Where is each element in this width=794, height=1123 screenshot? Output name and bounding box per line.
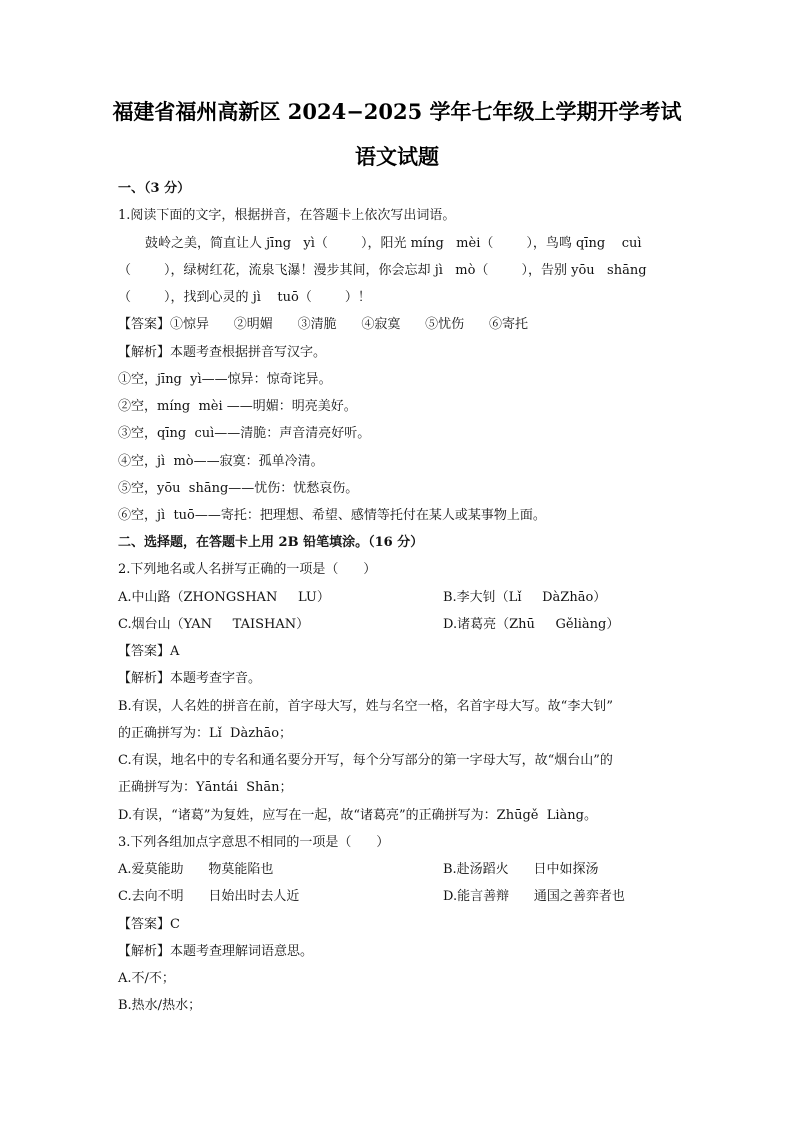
analysis-line: 【解析】本题考查字音。 <box>118 671 262 686</box>
analysis-line: ⑤空，yōu shāng——忧伤：忧愁哀伤。 <box>118 481 359 496</box>
passage-line: （ ），找到心灵的 jì tuō（ ）！ <box>118 290 371 305</box>
passage-line: （ ），绿树红花，流泉飞瀑！漫步其间，你会忘却 jì mò（ ），告别 yōu shāng <box>118 263 647 278</box>
analysis-line: ④空，jì mò——寂寞：孤单冷清。 <box>118 454 324 469</box>
document-subtitle: 语文试题 <box>355 144 439 169</box>
section-heading: 一、（3 分） <box>118 181 191 196</box>
analysis-line: ③空，qīng cuì——清脆：声音清亮好听。 <box>118 426 371 441</box>
answer-line: 【答案】①惊异 ②明媚 ③清脆 ④寂寞 ⑤忧伤 ⑥寄托 <box>118 317 528 332</box>
analysis-line: C.有误，地名中的专名和通名要分开写，每个分写部分的第一字母大写，故“烟台山”的 <box>118 753 613 768</box>
question-stem: 3.下列各组加点字意思不相同的一项是（ ） <box>118 835 390 850</box>
question-stem: 1.阅读下面的文字，根据拼音，在答题卡上依次写出词语。 <box>118 208 456 223</box>
option-c: C.去向不明 日始出时去人近 <box>118 889 300 904</box>
analysis-line: B.有误，人名姓的拼音在前，首字母大写，姓与名空一格，名首字母大写。故“李大钊” <box>118 699 613 714</box>
option-a: A.中山路（ZHONGSHAN LU） <box>118 590 330 605</box>
passage-line: 鼓岭之美，简直让人 jīng yì（ ），阳光 míng mèi（ ），鸟鸣 qīng cuì <box>145 236 642 251</box>
analysis-line: 【解析】本题考查理解词语意思。 <box>118 944 314 959</box>
section-heading: 二、选择题，在答题卡上用 2B 铅笔填涂。（16 分） <box>118 535 424 550</box>
analysis-line: ⑥空，jì tuō——寄托：把理想、希望、感情等托付在某人或某事物上面。 <box>118 508 546 523</box>
analysis-line: B.热水/热水； <box>118 998 202 1013</box>
analysis-line: D.有误，“诸葛”为复姓，应写在一起，故“诸葛亮”的正确拼写为：Zhūgě Liàng。 <box>118 808 597 823</box>
question-stem: 2.下列地名或人名拼写正确的一项是（ ） <box>118 562 377 577</box>
option-d: D.诸葛亮（Zhū Gěliàng） <box>443 617 620 632</box>
analysis-line: 正确拼写为：Yāntái Shān； <box>118 780 293 795</box>
option-d: D.能言善辩 通国之善弈者也 <box>443 889 625 904</box>
option-b: B.李大钊（Lǐ DàZhāo） <box>443 590 607 605</box>
analysis-line: A.不/不； <box>118 971 175 986</box>
analysis-line: 的正确拼写为：Lǐ Dàzhāo； <box>118 726 293 741</box>
option-a: A.爱莫能助 物莫能陷也 <box>118 862 274 877</box>
analysis-line: ②空，míng mèi ——明媚：明亮美好。 <box>118 399 357 414</box>
answer-line: 【答案】A <box>118 644 180 659</box>
answer-line: 【答案】C <box>118 917 180 932</box>
analysis-line: 【解析】本题考查根据拼音写汉字。 <box>118 345 327 360</box>
analysis-line: ①空，jīng yì——惊异：惊奇诧异。 <box>118 372 332 387</box>
option-b: B.赴汤蹈火 日中如探汤 <box>443 862 599 877</box>
option-c: C.烟台山（YAN TAISHAN） <box>118 617 310 632</box>
document-title: 福建省福州高新区 2024−2025 学年七年级上学期开学考试 <box>112 99 682 124</box>
